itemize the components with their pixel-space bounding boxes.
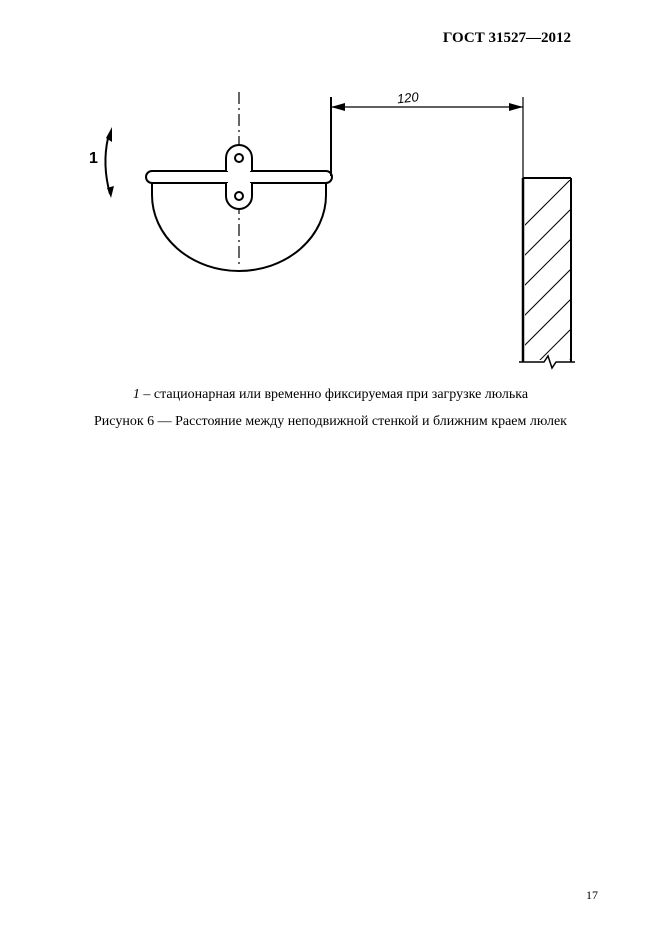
- legend-text: – стационарная или временно фиксируемая при загрузке люлька: [139, 387, 529, 402]
- pivot-hole-top: [235, 154, 243, 162]
- technical-drawing: [0, 0, 661, 380]
- fixed-wall: [480, 150, 600, 380]
- swing-arrow-icon: [105, 127, 114, 198]
- dimension-label: 120: [396, 89, 420, 107]
- position-marker-label: 1: [89, 150, 98, 167]
- legend-number: 1: [132, 387, 140, 402]
- pivot-hole-bottom: [235, 192, 243, 200]
- page-number: 17: [586, 888, 598, 902]
- figure-title: Рисунок 6 — Расстояние между неподвижной стенкой и ближним краем люлек: [94, 414, 567, 429]
- break-line: [519, 356, 575, 368]
- document-header: ГОСТ 31527—2012: [442, 30, 571, 46]
- figure-legend: [0, 387, 661, 403]
